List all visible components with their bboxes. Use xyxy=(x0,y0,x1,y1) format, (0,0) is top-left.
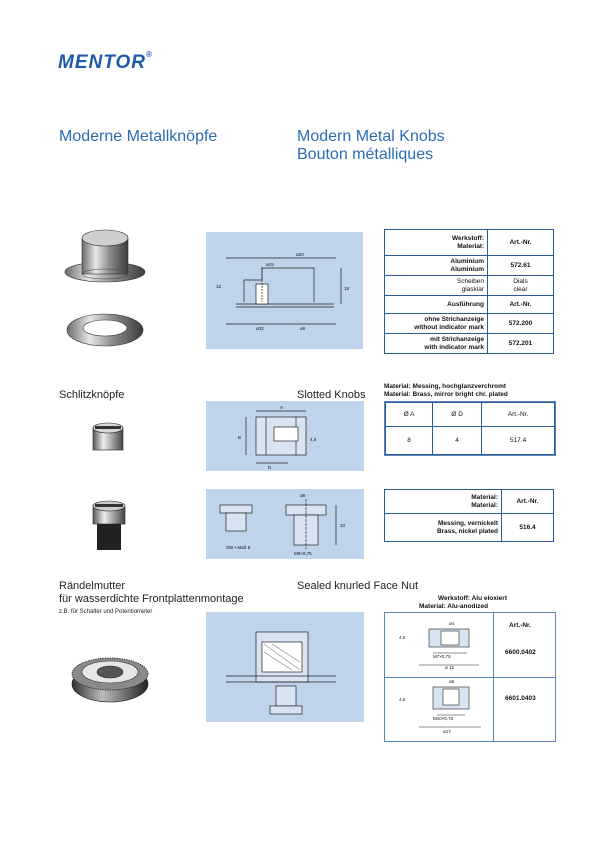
section2-material-1: Material: Messing, hochglanzverchromt xyxy=(384,383,507,390)
svg-text:ø 12: ø 12 xyxy=(445,665,455,670)
val-art: 517.4 xyxy=(482,427,555,455)
hdr-left-1: Werkstoff: xyxy=(451,235,484,242)
svg-text:M10×0,75: M10×0,75 xyxy=(433,716,454,721)
svg-text:M6×0,75: M6×0,75 xyxy=(294,551,312,556)
art-6600: 6600.0402 xyxy=(505,649,536,656)
col-art: Art.-Nr. xyxy=(482,403,555,427)
spec-table-knobs xyxy=(384,229,554,354)
t2-row-right: 516.4 xyxy=(502,514,554,542)
title-de: Moderne Metallknöpfe xyxy=(59,128,218,145)
art-header: Art.-Nr. xyxy=(509,622,532,629)
section2-title-de: Schlitzknöpfe xyxy=(59,389,125,401)
svg-text:A: A xyxy=(280,405,284,410)
row4-left-2: without indicator mark xyxy=(414,323,484,331)
brand-logo xyxy=(58,52,153,74)
svg-text:M7×0,75: M7×0,75 xyxy=(433,654,451,659)
svg-text:4,5: 4,5 xyxy=(399,635,406,640)
svg-text:ø6: ø6 xyxy=(300,326,306,331)
svg-text:15: 15 xyxy=(344,286,350,291)
col-d: Ø D xyxy=(433,403,482,427)
drawing-knob xyxy=(206,232,363,349)
row2-right-1: Dials xyxy=(513,278,528,285)
svg-text:ø17: ø17 xyxy=(443,729,451,734)
row4-right: 572.200 xyxy=(488,314,554,334)
t2-row-left-2: Brass, nickel plated xyxy=(436,527,498,535)
row4-left-1: ohne Strichanzeige xyxy=(424,316,484,323)
row1-left-2: Aluminium xyxy=(450,265,484,273)
val-a: 8 xyxy=(386,427,433,455)
row1-right: 572.61 xyxy=(488,256,554,276)
svg-text:ø20: ø20 xyxy=(296,252,304,257)
svg-text:4,5: 4,5 xyxy=(399,697,406,702)
row5-left-1: mit Strichanzeige xyxy=(430,336,484,343)
row3-left: Ausführung xyxy=(385,296,488,314)
section3-material-1: Werkstoff: Alu eloxiert xyxy=(438,595,507,602)
svg-text:ø32: ø32 xyxy=(256,326,264,331)
t2-row-left-1: Messing, vernickelt xyxy=(438,520,498,527)
svg-text:D: D xyxy=(268,465,272,470)
section2-material-2: Material: Brass, mirror bright chr. plated xyxy=(384,391,508,398)
val-d: 4 xyxy=(433,427,482,455)
art-6601: 6601.0403 xyxy=(505,695,536,702)
svg-text:10: 10 xyxy=(340,523,346,528)
section3-title-de-3: z.B. für Schalter und Potentiometer xyxy=(59,609,153,615)
t2-hdr-left-2: Material: xyxy=(471,501,498,509)
svg-text:ø8: ø8 xyxy=(300,493,306,498)
slotted-knob-photo xyxy=(85,420,135,460)
row5-left-2: with indicator mark xyxy=(424,343,484,351)
svg-text:12: 12 xyxy=(216,284,222,289)
spec-table-knurled-nut xyxy=(384,612,556,742)
section2-title-en: Slotted Knobs xyxy=(297,389,366,401)
section3-title-de-1: Rändelmutter xyxy=(59,580,126,592)
drawing-slotted-knob-nickel xyxy=(206,489,364,559)
row3-right: Art.-Nr. xyxy=(488,296,554,314)
col-a: Ø A xyxy=(386,403,433,427)
svg-text:ø4: ø4 xyxy=(449,621,455,626)
row2-left-1: Scheiben xyxy=(456,278,484,285)
svg-text:ø15: ø15 xyxy=(266,262,274,267)
svg-text:B: B xyxy=(238,435,242,440)
spec-table-slotted xyxy=(384,401,556,456)
t2-hdr-left-1: Material: xyxy=(471,494,498,501)
section3-material-2: Material: Alu-anodized xyxy=(419,603,489,610)
section3-title-en: Sealed knurled Face Nut xyxy=(297,580,419,592)
nut-dimension-drawings xyxy=(389,617,489,737)
svg-text:ø6: ø6 xyxy=(449,679,455,684)
slotted-knob-nickel-photo xyxy=(85,498,135,558)
svg-text:4,5: 4,5 xyxy=(310,437,317,442)
brand-name: MENTOR xyxy=(58,52,146,73)
title-en: Modern Metal Knobs xyxy=(297,128,445,145)
title-fr: Bouton métalliques xyxy=(297,146,434,163)
knurled-nut-photo xyxy=(68,650,153,710)
t2-hdr-right: Art.-Nr. xyxy=(502,490,554,514)
row5-right: 572.201 xyxy=(488,334,554,354)
drawing-knurled-nut xyxy=(206,612,364,722)
section3-title-de-2: für wasserdichte Frontplattenmontage xyxy=(59,593,244,605)
knob-photo xyxy=(60,222,150,352)
drawing-slotted-knob xyxy=(206,401,364,471)
row2-right-2: clear xyxy=(513,285,528,293)
drawing-label-sw: SW • Maß E xyxy=(226,545,251,550)
hdr-right: Art.-Nr. xyxy=(488,230,554,256)
row1-left-1: Aluminium xyxy=(450,258,484,265)
hdr-left-2: Materiał: xyxy=(457,242,484,250)
row2-left-2: glasklar xyxy=(461,285,484,293)
spec-table-slotted-nickel xyxy=(384,489,554,542)
brand-mark: ® xyxy=(145,50,153,59)
